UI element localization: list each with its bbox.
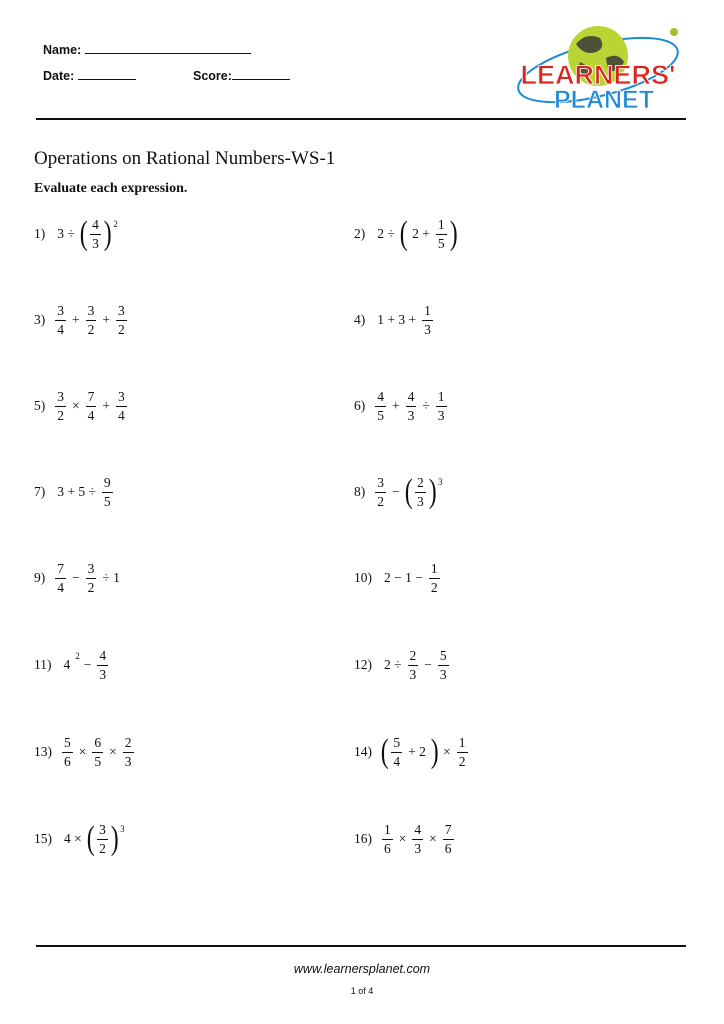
expression-text: 3 + 5 ÷ <box>57 484 96 499</box>
fraction-denominator: 2 <box>430 579 438 595</box>
expression-text: − <box>424 657 432 672</box>
problem-number: 14) <box>354 744 372 759</box>
expression-text: + <box>102 398 110 413</box>
fraction-numerator: 7 <box>87 388 95 404</box>
fraction-numerator: 4 <box>407 388 415 404</box>
fraction-numerator: 1 <box>458 734 466 750</box>
problem-item <box>354 730 470 774</box>
fraction <box>443 823 454 856</box>
problem-number: 7) <box>34 484 46 499</box>
problem-expression <box>60 649 111 682</box>
fraction-numerator: 1 <box>384 821 391 837</box>
fraction <box>412 823 423 856</box>
fraction <box>86 304 97 337</box>
footer-rule <box>36 945 686 947</box>
right-paren: ) <box>428 473 437 510</box>
left-paren: ( <box>380 733 389 770</box>
problem-expression <box>380 562 442 595</box>
fraction <box>55 304 66 337</box>
fraction <box>382 823 393 856</box>
problem-expression <box>60 736 136 769</box>
expression-text: × <box>443 744 451 759</box>
problem-item <box>354 643 451 687</box>
problem-number: 11) <box>34 657 52 672</box>
learners-planet-logo <box>514 22 690 112</box>
fraction <box>55 562 66 595</box>
problem-number: 9) <box>34 570 46 585</box>
fraction-numerator: 4 <box>377 388 384 404</box>
fraction-denominator: 5 <box>103 493 111 509</box>
page-number: 1 of 4 <box>350 986 374 996</box>
problem-number: 15) <box>34 831 52 846</box>
fraction-denominator: 3 <box>124 753 132 769</box>
fraction <box>92 736 103 769</box>
fraction-numerator: 3 <box>87 302 95 318</box>
right-paren: ) <box>430 733 439 770</box>
fraction-numerator: 5 <box>64 734 71 750</box>
fraction-numerator: 3 <box>377 474 384 490</box>
fraction-numerator: 4 <box>99 647 107 663</box>
fraction-denominator: 3 <box>407 407 415 423</box>
right-paren: ) <box>449 215 458 252</box>
expression-text: 4 × <box>64 831 82 846</box>
expression-text: × <box>78 744 87 759</box>
problem-number: 4) <box>354 312 366 327</box>
fraction <box>457 736 468 769</box>
expression-text: − <box>392 484 400 499</box>
name-blank[interactable] <box>85 41 251 54</box>
fraction-numerator: 3 <box>118 388 125 404</box>
instruction-text: Evaluate each expression. <box>34 181 188 196</box>
fraction <box>90 218 101 251</box>
left-paren: ( <box>399 215 408 252</box>
expression-text: 3 ÷ <box>57 226 75 241</box>
fraction-denominator: 5 <box>437 235 445 251</box>
problem-item <box>34 298 129 342</box>
problem-expression <box>380 823 456 856</box>
fraction <box>97 823 108 856</box>
problem-item <box>34 470 115 514</box>
expression-text: × <box>429 831 437 846</box>
problem-expression <box>373 217 458 251</box>
fraction-denominator: 2 <box>458 753 466 769</box>
fraction <box>55 390 66 423</box>
fraction-denominator: 3 <box>414 840 422 856</box>
expression-text: 2 ÷ <box>384 657 402 672</box>
fraction-numerator: 7 <box>57 560 64 576</box>
fraction-denominator: 4 <box>57 579 64 595</box>
problem-expression <box>380 735 470 769</box>
logo-word-learners: LEARNERS' <box>520 60 676 90</box>
problem-number: 2) <box>354 226 366 241</box>
problem-expression <box>53 562 124 595</box>
fraction-numerator: 6 <box>94 734 102 750</box>
fraction <box>406 390 417 423</box>
fraction-denominator: 3 <box>409 666 417 682</box>
fraction-numerator: 5 <box>439 647 447 663</box>
fraction <box>123 736 134 769</box>
exponent: 3 <box>120 824 125 834</box>
fraction <box>97 649 108 682</box>
fraction-numerator: 2 <box>124 734 132 750</box>
problem-item <box>354 212 458 256</box>
expression-text: 2 + <box>412 226 430 241</box>
exponent: 2 <box>75 650 80 661</box>
fraction <box>62 736 73 769</box>
problem-item <box>34 212 118 256</box>
fraction <box>116 390 127 423</box>
expression-text: × <box>398 831 407 846</box>
expression-text: + <box>102 312 110 327</box>
expression-text: ÷ 1 <box>102 570 120 585</box>
name-field-row <box>43 41 251 57</box>
fraction-denominator: 2 <box>377 493 384 509</box>
fraction-denominator: 3 <box>439 666 447 682</box>
fraction-numerator: 2 <box>416 474 424 490</box>
footer-url: www.learnersplanet.com <box>293 962 431 976</box>
fraction-numerator: 4 <box>414 821 422 837</box>
fraction <box>436 390 447 423</box>
fraction-numerator: 3 <box>99 821 106 837</box>
expression-text: 1 + 3 + <box>377 312 417 327</box>
problem-number: 5) <box>34 398 46 413</box>
left-paren: ( <box>404 473 413 510</box>
expression-text: + 2 <box>408 744 426 759</box>
fraction-denominator: 3 <box>424 321 431 337</box>
fraction-numerator: 1 <box>437 216 445 232</box>
fraction-denominator: 2 <box>99 840 106 856</box>
fraction <box>116 304 127 337</box>
exponent: 3 <box>438 477 443 487</box>
score-field-row <box>193 67 290 83</box>
fraction <box>436 218 447 251</box>
expression-text: 2 − 1 − <box>384 570 423 585</box>
fraction-denominator: 2 <box>118 321 125 337</box>
fraction <box>375 390 386 423</box>
fraction-numerator: 2 <box>409 647 417 663</box>
exponent: 2 <box>113 219 118 229</box>
fraction-denominator: 4 <box>118 407 125 423</box>
fraction-denominator: 4 <box>87 407 95 423</box>
problem-number: 16) <box>354 831 372 846</box>
fraction <box>429 562 440 595</box>
problem-number: 8) <box>354 484 366 499</box>
fraction <box>438 649 449 682</box>
fraction-numerator: 1 <box>424 302 431 318</box>
fraction-numerator: 1 <box>430 560 438 576</box>
fraction <box>102 476 113 509</box>
problem-number: 13) <box>34 744 52 759</box>
expression-text: × <box>72 398 80 413</box>
fraction <box>415 476 426 509</box>
problem-item <box>354 384 449 428</box>
fraction-denominator: 3 <box>437 407 445 423</box>
problem-expression <box>53 217 117 251</box>
problem-item <box>354 556 442 600</box>
fraction-numerator: 3 <box>57 302 64 318</box>
problem-number: 1) <box>34 226 46 241</box>
problem-item <box>34 643 110 687</box>
expression-text: 4 <box>63 657 71 672</box>
logo-graphic <box>514 22 690 112</box>
fraction-denominator: 6 <box>384 840 391 856</box>
left-paren: ( <box>79 215 88 252</box>
problem-expression <box>60 822 125 856</box>
logo-word-planet: PLANET <box>554 86 654 112</box>
expression-text: × <box>109 744 117 759</box>
fraction-denominator: 5 <box>94 753 102 769</box>
expression-text: ÷ <box>422 398 430 413</box>
score-label: Score: <box>193 69 232 83</box>
fraction-denominator: 4 <box>393 753 401 769</box>
expression-text: − <box>72 570 80 585</box>
problem-item <box>354 298 435 342</box>
problem-number: 3) <box>34 312 46 327</box>
fraction-denominator: 3 <box>92 235 99 251</box>
problem-item <box>34 556 124 600</box>
problem-item <box>34 730 136 774</box>
orbit-dot <box>670 28 678 36</box>
fraction-numerator: 9 <box>103 474 111 490</box>
fraction <box>375 476 386 509</box>
fraction-denominator: 5 <box>377 407 384 423</box>
fraction-numerator: 3 <box>57 388 64 404</box>
problem-number: 10) <box>354 570 372 585</box>
fraction-numerator: 5 <box>393 734 401 750</box>
problem-item <box>34 384 129 428</box>
fraction-denominator: 3 <box>99 666 107 682</box>
expression-text: − <box>83 657 92 672</box>
problem-expression <box>380 649 451 682</box>
fraction-denominator: 6 <box>444 840 452 856</box>
problem-expression <box>53 476 114 509</box>
name-label: Name: <box>43 43 82 57</box>
score-blank[interactable] <box>232 67 290 80</box>
expression-text: + <box>72 312 80 327</box>
fraction-numerator: 1 <box>437 388 445 404</box>
problem-item <box>354 817 456 861</box>
date-field-row <box>43 67 136 83</box>
expression-text: 2 ÷ <box>377 226 395 241</box>
date-blank[interactable] <box>78 67 136 80</box>
fraction <box>391 736 402 769</box>
fraction-numerator: 3 <box>87 560 95 576</box>
fraction <box>408 649 419 682</box>
fraction-denominator: 2 <box>57 407 64 423</box>
fraction-numerator: 7 <box>444 821 452 837</box>
fraction <box>422 304 433 337</box>
fraction-denominator: 4 <box>57 321 64 337</box>
date-label: Date: <box>43 69 75 83</box>
problem-expression <box>53 390 129 423</box>
problem-expression <box>373 475 442 509</box>
problem-expression <box>53 304 129 337</box>
fraction <box>86 390 97 423</box>
problem-expression <box>373 304 435 337</box>
left-paren: ( <box>86 820 95 857</box>
header-rule <box>36 118 686 120</box>
problem-number: 12) <box>354 657 372 672</box>
problem-expression <box>373 390 448 423</box>
fraction-numerator: 3 <box>118 302 125 318</box>
fraction-denominator: 2 <box>87 579 95 595</box>
fraction-denominator: 6 <box>64 753 71 769</box>
problem-item <box>354 470 443 514</box>
fraction-denominator: 3 <box>416 493 424 509</box>
expression-text: + <box>392 398 400 413</box>
fraction-denominator: 2 <box>87 321 95 337</box>
worksheet-title: Operations on Rational Numbers-WS-1 <box>34 148 336 169</box>
problem-item <box>34 817 125 861</box>
right-paren: ) <box>110 820 119 857</box>
problem-number: 6) <box>354 398 366 413</box>
fraction-numerator: 4 <box>92 216 99 232</box>
fraction <box>86 562 97 595</box>
right-paren: ) <box>103 215 112 252</box>
